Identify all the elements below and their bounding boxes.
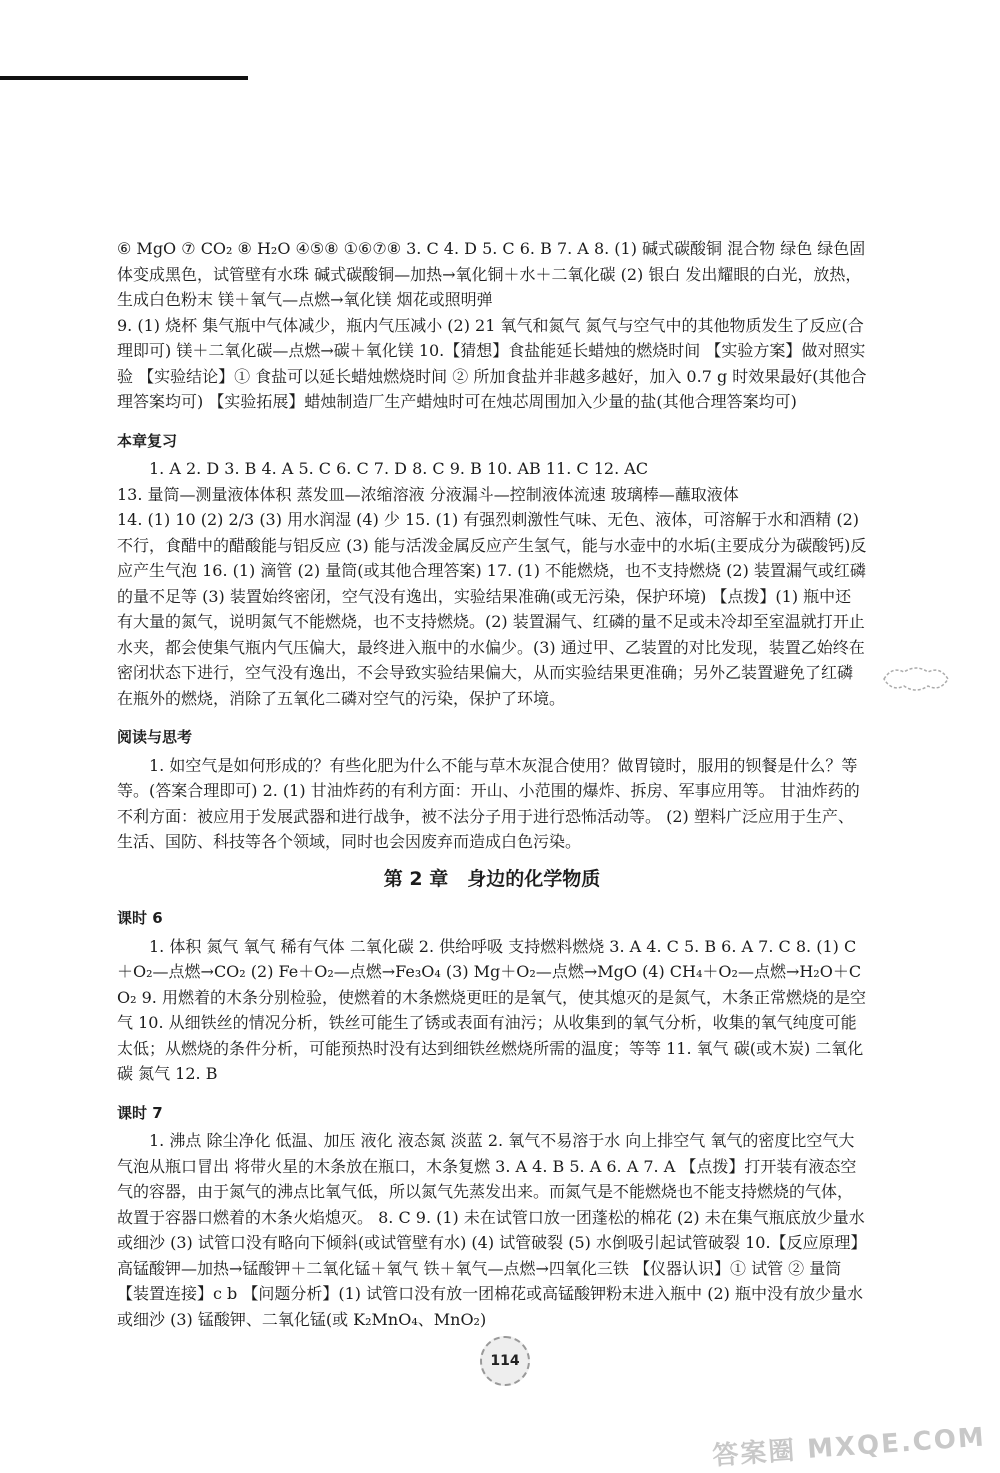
top-rule <box>0 76 248 80</box>
answer-content <box>117 236 867 1332</box>
review-paragraph-3: 14. (1) 10 (2) 2/3 (3) 用水润湿 (4) 少 15. (1) 有强烈刺激性气味、无色、液体，可溶解于水和酒精 (2) 不行，食醋中的醋酸能与铝反应 (3) 能与活泼金属反应产生氢气，能与水壶中的水垢(主要成分为碳酸钙)反应产生气泡 16. (1) 滴管 (2) 量筒(或其他合理答案) 17. (1) 不能燃烧，也不支持燃烧 (2) 装置漏气或红磷的量不足等 (3) 装置始终密闭，空气没有逸出，实验结果准确(或无污染，保护环境) 【点拨】(1) 瓶中还有大量的氮气，说明氮气不能燃烧，也不支持燃烧。(2) 装置漏气、红磷的量不足或未冷却至室温就打开止水夹，都会使集气瓶内气压偏大，最终进入瓶中的水偏少。(3) 通过甲、乙装置的对比发现，装置乙始终在密闭状态下进行，空气没有逸出，不会导致实验结果偏大，从而实验结果更准确；另外乙装置避免了红磷在瓶外的燃烧，消除了五氧化二磷对空气的污染，保护了环境。 <box>117 510 867 708</box>
intro-paragraph-2: 9. (1) 烧杯 集气瓶中气体减少，瓶内气压减小 (2) 21 氧气和氮气 氮气与空气中的其他物质发生了反应(合理即可) 镁＋二氧化碳—点燃→碳＋氧化镁 10.【猜想】食盐能延长蜡烛的燃烧时间 【实验方案】做对照实验 【实验结论】① 食盐可以延长蜡烛燃烧时间 ② 所加食盐并非越多越好，加入 0.7 g 时效果最好(其他合理答案均可) 【实验拓展】蜡烛制造厂生产蜡烛时可在烛芯周围加入少量的盐(其他合理答案均可) <box>117 315 867 411</box>
watermark: 答案圈 MXQE.COM <box>711 1422 987 1472</box>
lesson7-paragraph: 1. 沸点 除尘净化 低温、加压 液化 液态氮 淡蓝 2. 氧气不易溶于水 向上排空气 氧气的密度比空气大 气泡从瓶口冒出 将带火星的木条放在瓶口，木条复燃 3. A 4. B 5. A 6. A 7. A 【点拨】打开装有液态空气的容器，由于氮气的沸点比氧气低，所以氮气先蒸发出来。而氮气是不能燃烧也不能支持燃烧的气体，故置于容器口燃着的木条火焰熄灭。 8. C 9. (1) 未在试管口放一团蓬松的棉花 (2) 未在集气瓶底放少量水或细沙 (3) 试管口没有略向下倾斜(或试管壁有水) (4) 试管破裂 (5) 水倒吸引起试管破裂 10.【反应原理】高锰酸钾—加热→锰酸钾＋二氧化锰＋氧气 铁＋氧气—点燃→四氧化三铁 【仪器认识】① 试管 ② 量筒 【装置连接】c b 【问题分析】(1) 试管口没有放一团棉花或高锰酸钾粉末进入瓶中 (2) 瓶中没有放少量水或细沙 (3) 锰酸钾、二氧化锰(或 K₂MnO₄、MnO₂) <box>117 1131 867 1329</box>
decorative-stamp-icon <box>880 662 952 696</box>
review-paragraph-1: 1. A 2. D 3. B 4. A 5. C 6. C 7. D 8. C 9. B 10. AB 11. C 12. AC <box>149 459 649 478</box>
review-paragraph-2: 13. 量筒—测量液体体积 蒸发皿—浓缩溶液 分液漏斗—控制液体流速 玻璃棒—蘸取液体 <box>117 484 739 504</box>
chapter-title: 第 2 章 身边的化学物质 <box>383 867 601 890</box>
lesson6-paragraph: 1. 体积 氮气 氧气 稀有气体 二氧化碳 2. 供给呼吸 支持燃料燃烧 3. A 4. C 5. B 6. A 7. C 8. (1) C＋O₂—点燃→CO₂ (2) Fe＋O₂—点燃→Fe₃O₄ (3) Mg＋O₂—点燃→MgO (4) CH₄＋O₂—点燃→H₂O＋CO₂ 9. 用燃着的木条分别检验，使燃着的木条燃烧更旺的是氧气，使其熄灭的是氮气，木条正常燃烧的是空气 10. 从细铁丝的情况分析，铁丝可能生了锈或表面有油污；从收集到的氧气分析，收集的氧气纯度可能太低；从燃烧的条件分析，可能预热时没有达到细铁丝燃烧所需的温度；等等 11. 氧气 碳(或木炭) 二氧化碳 氮气 12. B <box>117 936 866 1083</box>
page-number: 114 <box>480 1336 530 1386</box>
review-title: 本章复习 <box>117 431 178 450</box>
reading-title: 阅读与思考 <box>117 728 193 746</box>
intro-paragraph-1: ⑥ MgO ⑦ CO₂ ⑧ H₂O ④⑤⑧ ①⑥⑦⑧ 3. C 4. D 5. C 6. B 7. A 8. (1) 碱式碳酸铜 混合物 绿色 绿色固体变成黑色，试管壁有水珠 碱式碳酸铜—加热→氧化铜＋水＋二氧化碳 (2) 银白 发出耀眼的白光，放热，生成白色粉末 镁＋氧气—点燃→氧化镁 烟花或照明弹 <box>117 239 866 309</box>
lesson6-title: 课时 6 <box>117 909 163 927</box>
reading-paragraph-1: 1. 如空气是如何形成的？有些化肥为什么不能与草木灰混合使用？做胃镜时，服用的钡餐是什么？等等。(答案合理即可) 2. (1) 甘油炸药的有利方面：开山、小范围的爆炸、拆房、军事应用等。 甘油炸药的不利方面：被应用于发展武器和进行战争，被不法分子用于进行恐怖活动等。 (2) 塑料广泛应用于生产、生活、国防、科技等各个领域，同时也会因废弃而造成白色污染。 <box>117 755 860 851</box>
lesson7-title: 课时 7 <box>117 1103 163 1122</box>
